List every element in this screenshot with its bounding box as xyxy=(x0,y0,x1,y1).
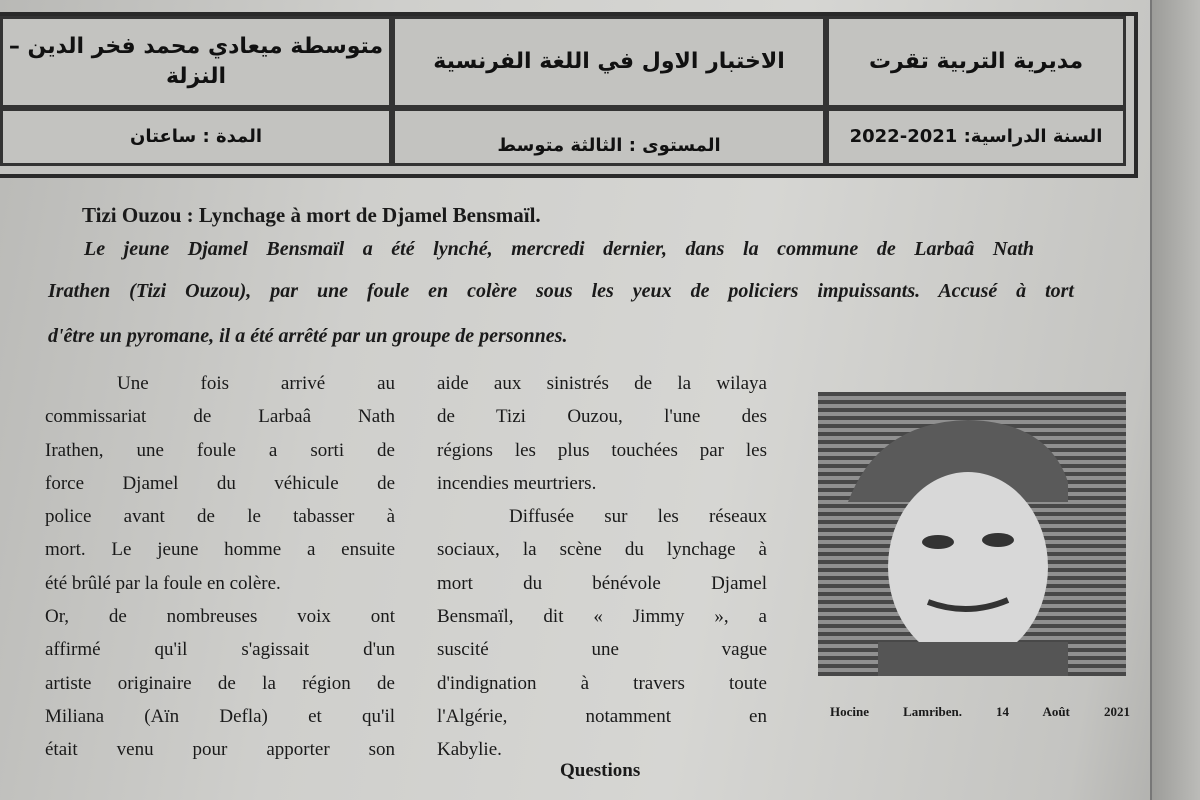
intro-line: d'être un pyromane, il a été arrêté par un groupe de personnes. xyxy=(48,325,568,347)
column-line: police avant de le tabasser à xyxy=(45,506,395,528)
column-line: Or, de nombreuses voix ont xyxy=(45,606,395,628)
school-year-cell: السنة الدراسية: 2021-2022 xyxy=(826,108,1126,166)
column-line: de Tizi Ouzou, l'une des xyxy=(437,406,767,428)
exam-title-cell: الاختبار الاول في اللغة الفرنسية xyxy=(392,16,826,108)
column-line: sociaux, la scène du lynchage à xyxy=(437,539,767,561)
victim-photo xyxy=(818,392,1126,676)
article-column-2 xyxy=(437,367,767,767)
column-line: Miliana (Aïn Defla) et qu'il xyxy=(45,705,395,727)
intro-line: Le jeune Djamel Bensmaïl a été lynché, mercredi dernier, dans la commune de Larbaâ Nath xyxy=(84,238,1034,260)
column-line: d'indignation à travers toute xyxy=(437,672,767,694)
column-line: Bensmaïl, dit « Jimmy », a xyxy=(437,606,767,628)
column-line: force Djamel du véhicule de xyxy=(45,472,395,494)
questions-heading: Questions xyxy=(560,760,641,781)
duration-cell: المدة : ساعتان xyxy=(0,108,392,166)
column-line: mort du bénévole Djamel xyxy=(437,572,767,594)
column-line: Diffusée sur les réseaux xyxy=(509,506,767,528)
level-cell: المستوى : الثالثة متوسط xyxy=(392,108,826,166)
school-cell: متوسطة ميعادي محمد فخر الدين – النزلة xyxy=(0,16,392,108)
page-edge xyxy=(1150,0,1200,800)
column-line: aide aux sinistrés de la wilaya xyxy=(437,373,767,394)
column-line: commissariat de Larbaâ Nath xyxy=(45,406,395,428)
column-line: était venu pour apporter son xyxy=(45,739,395,761)
column-line: artiste originaire de la région de xyxy=(45,672,395,694)
column-line: l'Algérie, notamment en xyxy=(437,705,767,727)
column-line: affirmé qu'il s'agissait d'un xyxy=(45,639,395,661)
column-line: incendies meurtriers. xyxy=(437,472,597,494)
photo-caption: Hocine Lamriben. 14 Août 2021 xyxy=(830,704,1130,719)
column-line: régions les plus touchées par les xyxy=(437,439,767,461)
directorate-cell: مديرية التربية تقرت xyxy=(826,16,1126,108)
column-line: Une fois arrivé au xyxy=(117,373,395,394)
column-line: été brûlé par la foule en colère. xyxy=(45,572,281,594)
exam-header-table xyxy=(0,12,1138,178)
intro-line: Irathen (Tizi Ouzou), par une foule en colère sous les yeux de policiers impuissants. Accusé à tort xyxy=(48,280,1074,302)
article-column-1 xyxy=(45,367,395,767)
column-line: suscité une vague xyxy=(437,639,767,661)
article-title: Tizi Ouzou : Lynchage à mort de Djamel Bensmaïl. xyxy=(82,203,541,227)
column-line: Kabylie. xyxy=(437,739,502,761)
column-line: mort. Le jeune homme a ensuite xyxy=(45,539,395,561)
column-line: Irathen, une foule a sorti de xyxy=(45,439,395,461)
